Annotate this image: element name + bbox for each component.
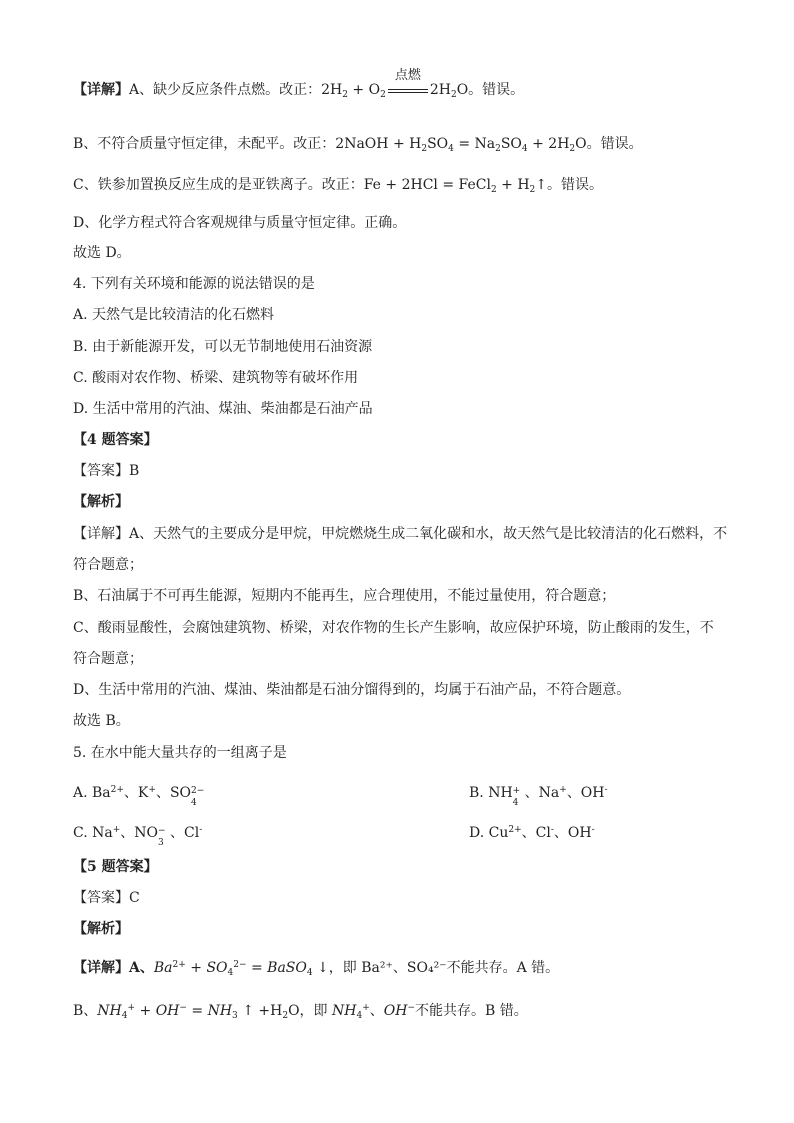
q3-detail-d: D、化学方程式符合客观规律与质量守恒定律。正确。	[73, 215, 407, 231]
q4-choose: 故选 B。	[73, 713, 130, 729]
q4-detail-c2: 符合题意；	[73, 651, 143, 667]
q5-option-d: D. $Cu^{2+}$、Cl-、OH-	[469, 825, 595, 841]
q5-stem: 5. 在水中能大量共存的一组离子是	[73, 745, 287, 761]
q5-answer-header: 【5 题答案】	[73, 859, 158, 875]
q5-option-b: B. NH + 4 、Na+、OH-	[469, 785, 608, 808]
q4-answer-header: 【4 题答案】	[73, 432, 158, 448]
q4-option-c: C. 酸雨对农作物、桥梁、建筑物等有破坏作用	[73, 370, 359, 386]
reaction-condition: 点燃	[386, 80, 430, 100]
q5-option-a: A. $Ba^{2+}$、K+、SO 2− 4	[73, 785, 205, 808]
q4-option-b: B. 由于新能源开发，可以无节制地使用石油资源	[73, 339, 373, 355]
q4-detail-a1: 【详解】A、天然气的主要成分是甲烷，甲烷燃烧生成二氧化碳和水，故天然气是比较清洁的化石燃料，不	[73, 526, 728, 542]
q4-option-a: A. 天然气是比较清洁的化石燃料	[73, 307, 275, 323]
q5-analysis: 【解析】	[73, 921, 129, 937]
q5-detail-a: 【详解】A、$Ba^{2+} + SO_4^{2-}$ = BaSO$_4$ ↓，即 Ba²⁺、SO₄²⁻不能共存。A 错。	[73, 960, 560, 978]
q4-analysis: 【解析】	[73, 494, 129, 510]
q5-options-row-1	[73, 780, 734, 808]
gas-arrow: ↑	[535, 177, 547, 193]
q3-detail-c: C、铁参加置换反应生成的是亚铁离子。改正：Fe + 2HCl = FeCl$_2$ + $H_2↑$。错误。	[73, 177, 603, 195]
q4-stem: 4. 下列有关环境和能源的说法错误的是	[73, 276, 315, 292]
q4-detail-a2: 符合题意；	[73, 557, 143, 573]
q4-detail-d: D、生活中常用的汽油、煤油、柴油都是石油分馏得到的，均属于石油产品，不符合题意。	[73, 682, 631, 698]
q5-options-row-2	[73, 820, 734, 848]
q5-option-c: C. Na+、NO − 3 、Cl-	[73, 825, 203, 848]
detail-label: 【详解】	[73, 82, 129, 98]
q4-detail-c1: C、酸雨显酸性，会腐蚀建筑物、桥梁，对农作物的生长产生影响，故应保护环境，防止酸雨的发生，不	[73, 620, 714, 636]
q3-choose: 故选 D。	[73, 245, 131, 261]
q3-detail-b: B、不符合质量守恒定律，未配平。改正：2NaOH + $H_2SO_4 = Na_2SO_4 + 2H_2O$。错误。	[73, 136, 643, 154]
q4-answer: 【答案】B	[73, 463, 140, 479]
q5-answer: 【答案】C	[73, 890, 140, 906]
q5-detail-b: B、$NH_4^+ + OH^- = NH_3$ ↑ $+H_2O$，即 $NH_4^+$、OH−不能共存。B 错。	[73, 1003, 528, 1021]
q3-detail-a: 【详解】A、缺少反应条件点燃。改正：$2H_2 + O_2$ 点燃 $2H_2O$。错误。	[73, 68, 525, 100]
q4-detail-b: B、石油属于不可再生能源，短期内不能再生，应合理使用，不能过量使用，符合题意；	[73, 588, 616, 604]
q4-option-d: D. 生活中常用的汽油、煤油、柴油都是石油产品	[73, 401, 373, 417]
